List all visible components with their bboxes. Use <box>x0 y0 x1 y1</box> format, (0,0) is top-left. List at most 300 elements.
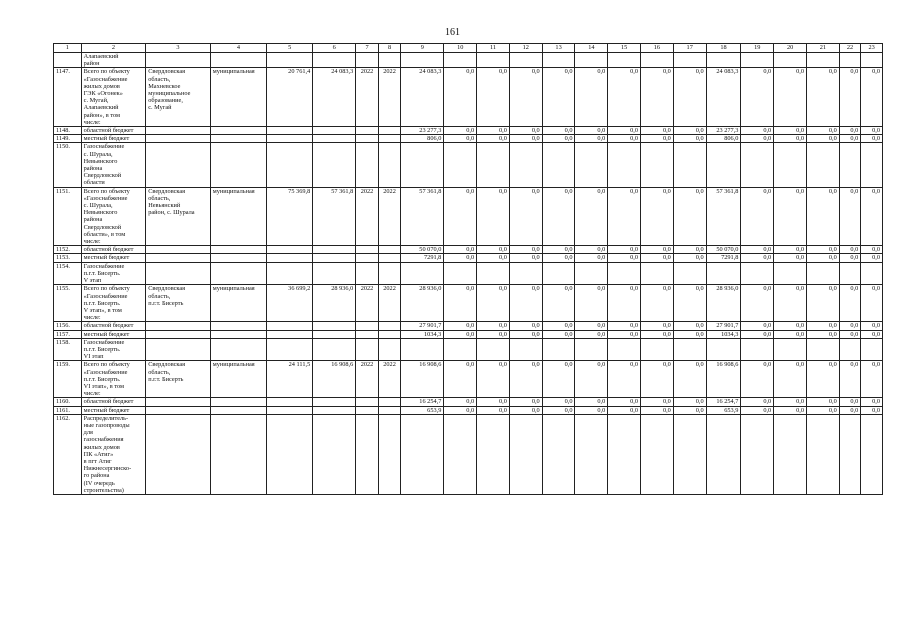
table-cell: Свердловская область, Махневское муниципальное образование, с. Мугай <box>146 68 211 127</box>
table-cell <box>706 414 741 494</box>
table-cell: 0,0 <box>861 254 883 262</box>
row-name-cell: областной бюджет <box>81 246 146 254</box>
table-cell: 0,0 <box>477 135 510 143</box>
table-cell <box>313 330 356 338</box>
table-cell: 0,0 <box>444 406 477 414</box>
table-cell: 0,0 <box>673 68 706 127</box>
table-cell: 0,0 <box>542 135 575 143</box>
table-cell <box>575 414 608 494</box>
column-number-cell: 20 <box>774 44 807 53</box>
table-cell: 0,0 <box>839 187 861 246</box>
table-cell: 0,0 <box>741 135 774 143</box>
table-cell: 16 908,6 <box>401 361 444 398</box>
table-cell: 0,0 <box>641 246 674 254</box>
table-cell: 0,0 <box>861 285 883 322</box>
table-cell <box>378 135 401 143</box>
table-cell <box>608 143 641 187</box>
row-name-cell: Распределитель- ные газопроводы для газоснабжения жилых домов ПК «Атиг» в пгт Атиг Нижнесергинско- го района (IV очередь строительства) <box>81 414 146 494</box>
table-cell: 0,0 <box>839 127 861 135</box>
table-cell: 2022 <box>378 68 401 127</box>
table-cell: 0,0 <box>444 330 477 338</box>
table-cell: 0,0 <box>542 361 575 398</box>
table-cell <box>378 53 401 68</box>
row-name-cell: Газоснабжение с. Шурала, Невьянского района Свердловской области <box>81 143 146 187</box>
table-cell: 0,0 <box>774 361 807 398</box>
table-cell <box>267 414 313 494</box>
row-1148 <box>54 127 883 135</box>
table-cell: 653,9 <box>401 406 444 414</box>
table-cell: 0,0 <box>444 322 477 330</box>
table-cell <box>313 322 356 330</box>
table-cell: 1034,3 <box>401 330 444 338</box>
row-name-cell: областной бюджет <box>81 127 146 135</box>
table-cell <box>641 338 674 361</box>
table-cell: 2022 <box>356 285 379 322</box>
table-cell <box>210 322 266 330</box>
table-cell: 0,0 <box>608 254 641 262</box>
table-cell <box>806 143 839 187</box>
table-cell: 0,0 <box>542 254 575 262</box>
row-name-cell: местный бюджет <box>81 406 146 414</box>
table-cell <box>146 414 211 494</box>
table-cell: 0,0 <box>444 187 477 246</box>
table-cell: 0,0 <box>673 254 706 262</box>
table-cell: 24 111,5 <box>267 361 313 398</box>
table-cell: 0,0 <box>477 68 510 127</box>
row-1147 <box>54 68 883 127</box>
table-cell: 0,0 <box>509 68 542 127</box>
row-1150 <box>54 143 883 187</box>
table-cell <box>313 254 356 262</box>
table-cell: 0,0 <box>774 127 807 135</box>
table-cell <box>146 246 211 254</box>
table-cell: 0,0 <box>444 285 477 322</box>
column-number-cell: 7 <box>356 44 379 53</box>
row-number-cell <box>54 53 82 68</box>
table-cell: 50 070,0 <box>401 246 444 254</box>
table-cell: 0,0 <box>741 406 774 414</box>
table-cell <box>313 127 356 135</box>
table-cell: 16 908,6 <box>313 361 356 398</box>
column-number-cell: 11 <box>477 44 510 53</box>
table-cell <box>267 398 313 406</box>
table-cell: 0,0 <box>673 330 706 338</box>
table-cell <box>313 135 356 143</box>
table-cell <box>401 143 444 187</box>
row-1162 <box>54 414 883 494</box>
table-cell: 2022 <box>378 187 401 246</box>
table-cell: 0,0 <box>839 361 861 398</box>
table-cell <box>741 414 774 494</box>
table-cell: 0,0 <box>608 135 641 143</box>
table-cell <box>477 414 510 494</box>
table-cell: 0,0 <box>542 68 575 127</box>
row-number-cell: 1148. <box>54 127 82 135</box>
table-cell: 16 254,7 <box>706 398 741 406</box>
table-cell: 28 936,0 <box>706 285 741 322</box>
row-1151 <box>54 187 883 246</box>
table-cell: 0,0 <box>861 322 883 330</box>
table-cell: 16 254,7 <box>401 398 444 406</box>
table-cell <box>210 127 266 135</box>
table-cell: 0,0 <box>774 135 807 143</box>
table-cell <box>356 330 379 338</box>
table-cell <box>542 338 575 361</box>
table-cell <box>356 262 379 285</box>
table-cell <box>210 53 266 68</box>
column-number-cell: 19 <box>741 44 774 53</box>
column-number-cell: 13 <box>542 44 575 53</box>
table-cell: Свердловская область, п.г.т. Бисерть <box>146 285 211 322</box>
table-cell: 0,0 <box>509 285 542 322</box>
table-cell: 0,0 <box>839 285 861 322</box>
table-cell: 0,0 <box>608 406 641 414</box>
table-cell: 0,0 <box>608 68 641 127</box>
table-cell <box>861 414 883 494</box>
budget-table <box>53 43 883 495</box>
table-cell <box>356 143 379 187</box>
table-cell: 0,0 <box>542 246 575 254</box>
table-cell: 24 083,3 <box>706 68 741 127</box>
row-number-cell: 1158. <box>54 338 82 361</box>
table-cell: 0,0 <box>741 187 774 246</box>
table-cell <box>839 414 861 494</box>
table-cell: 0,0 <box>774 406 807 414</box>
table-cell: 0,0 <box>477 187 510 246</box>
table-cell <box>267 53 313 68</box>
table-cell: 0,0 <box>673 398 706 406</box>
table-cell: 0,0 <box>477 254 510 262</box>
table-cell <box>267 330 313 338</box>
table-cell: 0,0 <box>608 285 641 322</box>
table-cell: 0,0 <box>542 285 575 322</box>
table-cell <box>806 53 839 68</box>
table-cell <box>146 330 211 338</box>
table-cell <box>313 53 356 68</box>
table-cell: 0,0 <box>542 127 575 135</box>
table-cell <box>356 53 379 68</box>
table-cell: 0,0 <box>509 254 542 262</box>
row-name-cell: Алапаевский район <box>81 53 146 68</box>
table-cell: 0,0 <box>444 246 477 254</box>
table-cell <box>806 338 839 361</box>
table-cell: 0,0 <box>774 398 807 406</box>
table-cell: Свердловская область, Невьянский район, с. Шурала <box>146 187 211 246</box>
table-cell <box>267 127 313 135</box>
table-cell <box>267 254 313 262</box>
table-cell <box>378 262 401 285</box>
table-cell <box>608 414 641 494</box>
table-cell <box>641 262 674 285</box>
table-cell <box>774 262 807 285</box>
table-cell: 0,0 <box>608 187 641 246</box>
table-cell: 0,0 <box>575 254 608 262</box>
table-cell: 0,0 <box>641 285 674 322</box>
table-cell: 0,0 <box>741 322 774 330</box>
table-cell: 0,0 <box>673 406 706 414</box>
table-cell: 2022 <box>356 361 379 398</box>
table-cell: 0,0 <box>477 246 510 254</box>
table-cell: 28 936,0 <box>313 285 356 322</box>
table-cell <box>267 246 313 254</box>
table-cell: 0,0 <box>509 187 542 246</box>
table-cell: 0,0 <box>839 322 861 330</box>
table-cell <box>210 406 266 414</box>
table-cell: 0,0 <box>444 254 477 262</box>
table-cell: 0,0 <box>575 322 608 330</box>
table-cell <box>356 398 379 406</box>
table-cell: 0,0 <box>477 361 510 398</box>
row-number-cell: 1156. <box>54 322 82 330</box>
table-cell <box>356 254 379 262</box>
table-cell <box>575 338 608 361</box>
table-cell: 0,0 <box>673 127 706 135</box>
table-cell: 0,0 <box>542 187 575 246</box>
table-cell <box>146 406 211 414</box>
table-cell <box>210 254 266 262</box>
table-cell <box>861 262 883 285</box>
table-cell: 0,0 <box>641 322 674 330</box>
row-name-cell: Всего по объекту «Газоснабжение с. Шурала, Невьянского района Свердловской области», в том числе: <box>81 187 146 246</box>
table-cell <box>706 338 741 361</box>
row-number-cell: 1152. <box>54 246 82 254</box>
table-cell: 0,0 <box>741 330 774 338</box>
table-cell <box>774 53 807 68</box>
table-cell <box>542 53 575 68</box>
table-cell <box>477 262 510 285</box>
table-cell <box>509 53 542 68</box>
column-number-cell: 21 <box>806 44 839 53</box>
table-cell <box>444 143 477 187</box>
table-cell <box>444 262 477 285</box>
table-cell: 0,0 <box>477 127 510 135</box>
table-cell: 0,0 <box>444 361 477 398</box>
table-cell <box>774 143 807 187</box>
table-cell <box>146 143 211 187</box>
table-cell: 0,0 <box>575 406 608 414</box>
table-cell: 0,0 <box>861 361 883 398</box>
table-cell <box>313 338 356 361</box>
table-cell <box>608 262 641 285</box>
table-cell <box>706 53 741 68</box>
table-cell: 0,0 <box>575 127 608 135</box>
table-cell: 27 901,7 <box>401 322 444 330</box>
table-cell: муниципальная <box>210 68 266 127</box>
table-cell: 0,0 <box>806 254 839 262</box>
table-cell <box>378 246 401 254</box>
table-cell: 0,0 <box>673 361 706 398</box>
row-name-cell: Всего по объекту «Газоснабжение жилых домов ГЭК «Огонек» с. Мугай, Алапаевский район», в том числе: <box>81 68 146 127</box>
row-number-cell: 1162. <box>54 414 82 494</box>
table-cell <box>706 143 741 187</box>
column-number-cell: 6 <box>313 44 356 53</box>
table-cell: 57 361,8 <box>313 187 356 246</box>
table-cell: 0,0 <box>861 135 883 143</box>
column-number-cell: 10 <box>444 44 477 53</box>
table-cell: 0,0 <box>861 246 883 254</box>
column-number-cell: 3 <box>146 44 211 53</box>
table-cell <box>267 338 313 361</box>
table-cell <box>210 338 266 361</box>
table-cell: 0,0 <box>861 127 883 135</box>
row-1157 <box>54 330 883 338</box>
row-name-cell: местный бюджет <box>81 330 146 338</box>
page-number: 161 <box>445 27 460 38</box>
table-cell <box>356 246 379 254</box>
column-number-cell: 2 <box>81 44 146 53</box>
column-number-cell: 9 <box>401 44 444 53</box>
row-continuation <box>54 53 883 68</box>
row-name-cell: областной бюджет <box>81 398 146 406</box>
table-cell <box>444 338 477 361</box>
table-cell: 0,0 <box>575 246 608 254</box>
table-cell: 0,0 <box>673 285 706 322</box>
table-cell <box>146 127 211 135</box>
table-cell <box>673 143 706 187</box>
table-cell <box>444 414 477 494</box>
row-number-cell: 1160. <box>54 398 82 406</box>
row-name-cell: Газоснабжение п.г.т. Бисерть. VI этап <box>81 338 146 361</box>
column-number-cell: 17 <box>673 44 706 53</box>
table-cell: 0,0 <box>774 187 807 246</box>
table-cell: 0,0 <box>839 246 861 254</box>
table-cell <box>378 254 401 262</box>
table-cell <box>267 322 313 330</box>
table-cell <box>378 127 401 135</box>
table-cell <box>839 262 861 285</box>
table-cell <box>477 338 510 361</box>
table-cell: 0,0 <box>741 68 774 127</box>
table-cell: 0,0 <box>806 330 839 338</box>
table-cell: 0,0 <box>641 398 674 406</box>
table-cell <box>575 262 608 285</box>
table-cell: 0,0 <box>608 361 641 398</box>
table-cell: 0,0 <box>477 406 510 414</box>
table-cell <box>673 338 706 361</box>
row-number-cell: 1157. <box>54 330 82 338</box>
row-number-cell: 1155. <box>54 285 82 322</box>
table-cell <box>401 262 444 285</box>
table-cell: 0,0 <box>641 254 674 262</box>
table-cell <box>313 246 356 254</box>
table-cell <box>839 338 861 361</box>
table-cell: 0,0 <box>608 246 641 254</box>
table-cell: Свердловская область, п.г.т. Бисерть <box>146 361 211 398</box>
table-cell <box>806 262 839 285</box>
table-cell <box>444 53 477 68</box>
table-cell: 806,0 <box>706 135 741 143</box>
row-number-cell: 1153. <box>54 254 82 262</box>
table-cell <box>356 338 379 361</box>
table-cell: 0,0 <box>741 127 774 135</box>
table-cell: 27 901,7 <box>706 322 741 330</box>
table-cell: 0,0 <box>477 398 510 406</box>
table-cell: 0,0 <box>575 330 608 338</box>
table-cell: 0,0 <box>509 127 542 135</box>
table-cell <box>741 143 774 187</box>
column-number-cell: 23 <box>861 44 883 53</box>
row-number-cell: 1151. <box>54 187 82 246</box>
row-name-cell: областной бюджет <box>81 322 146 330</box>
column-number-cell: 12 <box>509 44 542 53</box>
table-cell: 0,0 <box>806 406 839 414</box>
table-cell: 0,0 <box>741 254 774 262</box>
table-cell <box>741 53 774 68</box>
table-cell: 0,0 <box>542 330 575 338</box>
table-cell <box>477 143 510 187</box>
table-cell: 0,0 <box>839 330 861 338</box>
table-cell <box>509 143 542 187</box>
table-cell: 0,0 <box>741 246 774 254</box>
table-cell: 0,0 <box>575 361 608 398</box>
table-cell: 0,0 <box>509 406 542 414</box>
table-cell: 75 369,8 <box>267 187 313 246</box>
table-cell: 0,0 <box>673 187 706 246</box>
table-cell: 0,0 <box>861 187 883 246</box>
table-cell: 1034,3 <box>706 330 741 338</box>
table-cell <box>575 53 608 68</box>
row-1159 <box>54 361 883 398</box>
table-cell: 0,0 <box>839 254 861 262</box>
table-cell <box>210 135 266 143</box>
table-cell: 7291,8 <box>706 254 741 262</box>
table-cell <box>839 143 861 187</box>
table-cell: 0,0 <box>477 285 510 322</box>
table-cell <box>356 322 379 330</box>
table-cell <box>575 143 608 187</box>
table-cell <box>542 262 575 285</box>
table-cell: 653,9 <box>706 406 741 414</box>
table-cell: 0,0 <box>839 68 861 127</box>
table-cell <box>706 262 741 285</box>
table-cell: 0,0 <box>641 361 674 398</box>
table-cell: 0,0 <box>806 127 839 135</box>
row-1158 <box>54 338 883 361</box>
table-cell: 0,0 <box>444 127 477 135</box>
table-cell: муниципальная <box>210 187 266 246</box>
table-cell <box>509 262 542 285</box>
table-cell: 23 277,3 <box>401 127 444 135</box>
table-cell: 24 083,3 <box>401 68 444 127</box>
table-cell: 0,0 <box>774 285 807 322</box>
table-cell: муниципальная <box>210 361 266 398</box>
row-name-cell: местный бюджет <box>81 254 146 262</box>
table-cell: 0,0 <box>509 361 542 398</box>
column-number-cell: 8 <box>378 44 401 53</box>
table-cell <box>356 414 379 494</box>
table-cell: 0,0 <box>806 322 839 330</box>
table-cell <box>146 262 211 285</box>
table-cell: 0,0 <box>608 330 641 338</box>
table-cell: 0,0 <box>861 330 883 338</box>
table-cell: 0,0 <box>575 68 608 127</box>
table-cell: 0,0 <box>509 135 542 143</box>
table-cell <box>542 143 575 187</box>
table-cell <box>313 406 356 414</box>
table-cell: 28 936,0 <box>401 285 444 322</box>
table-cell: 0,0 <box>673 246 706 254</box>
table-cell <box>146 322 211 330</box>
table-cell <box>210 143 266 187</box>
column-number-cell: 14 <box>575 44 608 53</box>
table-cell <box>378 322 401 330</box>
table-cell <box>641 53 674 68</box>
table-cell <box>542 414 575 494</box>
table-cell: 0,0 <box>774 246 807 254</box>
table-cell: 0,0 <box>641 187 674 246</box>
table-cell: 0,0 <box>575 285 608 322</box>
table-cell <box>210 414 266 494</box>
